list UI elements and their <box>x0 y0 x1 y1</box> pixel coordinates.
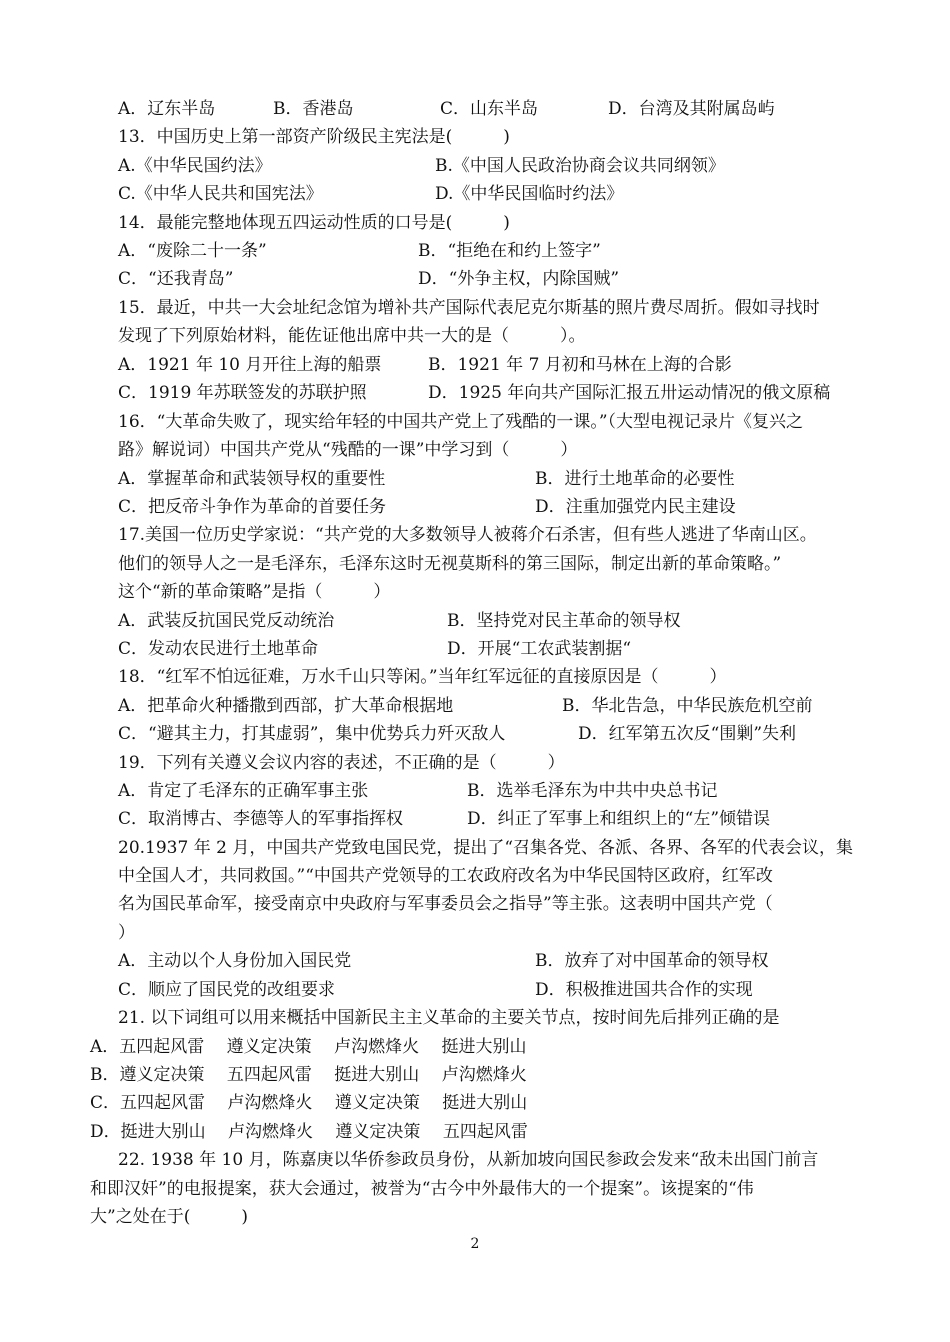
option-b: B.《中国人民政治协商会议共同纲领》 <box>435 156 725 176</box>
option-d: D．积极推进国共合作的实现 <box>535 980 753 1000</box>
option-c: C．1919 年苏联签发的苏联护照 <box>118 383 367 403</box>
option-a: A．主动以个人身份加入国民党 <box>118 951 352 971</box>
option-c: C．发动农民进行土地革命 <box>118 639 319 659</box>
option-d: D．台湾及其附属岛屿 <box>608 99 775 119</box>
option-b: B．1921 年 7 月初和马林在上海的合影 <box>428 355 732 375</box>
option-c: C．把反帝斗争作为革命的首要任务 <box>118 497 387 517</box>
option-a: A．把革命火种播撒到西部，扩大革命根据地 <box>118 696 454 716</box>
option-d: D．“外争主权，内除国贼” <box>418 269 620 289</box>
option-d: D．注重加强党内民主建设 <box>535 497 736 517</box>
option-b: B．遵义定决策 五四起风雷 挺进大别山 卢沟燃烽火 <box>90 1065 527 1085</box>
option-b: B．华北告急，中华民族危机空前 <box>562 696 813 716</box>
question-stem: 20.1937 年 2 月，中国共产党致电国民党，提出了“召集各党、各派、各界、各军的代表会议，集 <box>118 838 854 858</box>
question-stem: 13．中国历史上第一部资产阶级民主宪法是( ) <box>118 127 510 147</box>
question-stem: 和即汉奸”的电报提案，获大会通过，被誉为“古今中外最伟大的一个提案”。该提案的“伟 <box>90 1179 754 1199</box>
option-c: C．五四起风雷 卢沟燃烽火 遵义定决策 挺进大别山 <box>90 1093 528 1113</box>
option-d: D．开展“工农武装割据“ <box>447 639 632 659</box>
option-a: A．辽东半岛 <box>118 99 216 119</box>
option-a: A．武装反抗国民党反动统治 <box>118 611 335 631</box>
question-stem: ） <box>118 923 135 943</box>
option-d: D．1925 年向共产国际汇报五卅运动情况的俄文原稿 <box>428 383 831 403</box>
option-b: B．放弃了对中国革命的领导权 <box>535 951 769 971</box>
option-c: C．“还我青岛” <box>118 269 234 289</box>
option-d: D．纠正了军事上和组织上的“左”倾错误 <box>467 809 771 829</box>
option-b: B．进行土地革命的必要性 <box>535 469 735 489</box>
question-stem: 中全国人才，共同救国。”“中国共产党领导的工农政府改名为中华民国特区政府，红军改 <box>118 866 773 886</box>
option-c: C．顺应了国民党的改组要求 <box>118 980 336 1000</box>
option-a: A．肯定了毛泽东的正确军事主张 <box>118 781 369 801</box>
option-d: D.《中华民国临时约法》 <box>435 184 624 204</box>
question-stem: 22. 1938 年 10 月，陈嘉庚以华侨参政员身份，从新加坡向国民参政会发来“敌未出国门前言 <box>118 1150 819 1170</box>
question-stem: 21. 以下词组可以用来概括中国新民主主义革命的主要关节点，按时间先后排列正确的是 <box>118 1008 780 1028</box>
question-stem: 他们的领导人之一是毛泽东，毛泽东这时无视莫斯科的第三国际，制定出新的革命策略。” <box>118 554 782 574</box>
question-stem: 大”之处在于( ) <box>90 1207 248 1227</box>
option-b: B．坚持党对民主革命的领导权 <box>447 611 681 631</box>
option-b: B．“拒绝在和约上签字” <box>418 241 601 261</box>
option-a: A．1921 年 10 月开往上海的船票 <box>118 355 382 375</box>
option-a: A．五四起风雷 遵义定决策 卢沟燃烽火 挺进大别山 <box>90 1037 527 1057</box>
option-a: A．“废除二十一条” <box>118 241 267 261</box>
question-stem: 17.美国一位历史学家说：“共产党的大多数领导人被蒋介石杀害，但有些人逃进了华南山区。 <box>118 525 817 545</box>
question-stem: 16．“大革命失败了，现实给年轻的中国共产党上了残酷的一课。”（大型电视记录片《复兴之 <box>118 412 804 432</box>
question-stem: 路》解说词）中国共产党从“残酷的一课”中学习到（ ） <box>118 440 578 460</box>
question-stem: 名为国民革命军，接受南京中央政府与军事委员会之指导”等主张。这表明中国共产党（ <box>118 894 773 914</box>
option-c: C.《中华人民共和国宪法》 <box>118 184 323 204</box>
option-c: C．取消博古、李德等人的军事指挥权 <box>118 809 404 829</box>
option-a: A．掌握革命和武装领导权的重要性 <box>118 469 386 489</box>
option-c: C．“避其主力，打其虚弱”，集中优势兵力歼灭敌人 <box>118 724 506 744</box>
question-stem: 发现了下列原始材料，能佐证他出席中共一大的是（ ）。 <box>118 326 586 346</box>
option-c: C．山东半岛 <box>440 99 539 119</box>
question-stem: 14．最能完整地体现五四运动性质的口号是( ) <box>118 213 510 233</box>
option-b: B．选举毛泽东为中共中央总书记 <box>467 781 718 801</box>
page-number: 2 <box>470 1236 480 1252</box>
question-stem: 这个“新的革命策略”是指（ ） <box>118 582 391 602</box>
option-b: B．香港岛 <box>273 99 354 119</box>
question-stem: 18．“红军不怕远征难，万水千山只等闲。”当年红军远征的直接原因是（ ） <box>118 667 727 687</box>
option-d: D．红军第五次反“围剿”失利 <box>578 724 797 744</box>
option-a: A.《中华民国约法》 <box>118 156 272 176</box>
option-d: D．挺进大别山 卢沟燃烽火 遵义定决策 五四起风雷 <box>90 1122 528 1142</box>
question-stem: 15．最近，中共一大会址纪念馆为增补共产国际代表尼克尔斯基的照片费尽周折。假如寻找时 <box>118 298 820 318</box>
question-stem: 19．下列有关遵义会议内容的表述，不正确的是（ ） <box>118 753 565 773</box>
